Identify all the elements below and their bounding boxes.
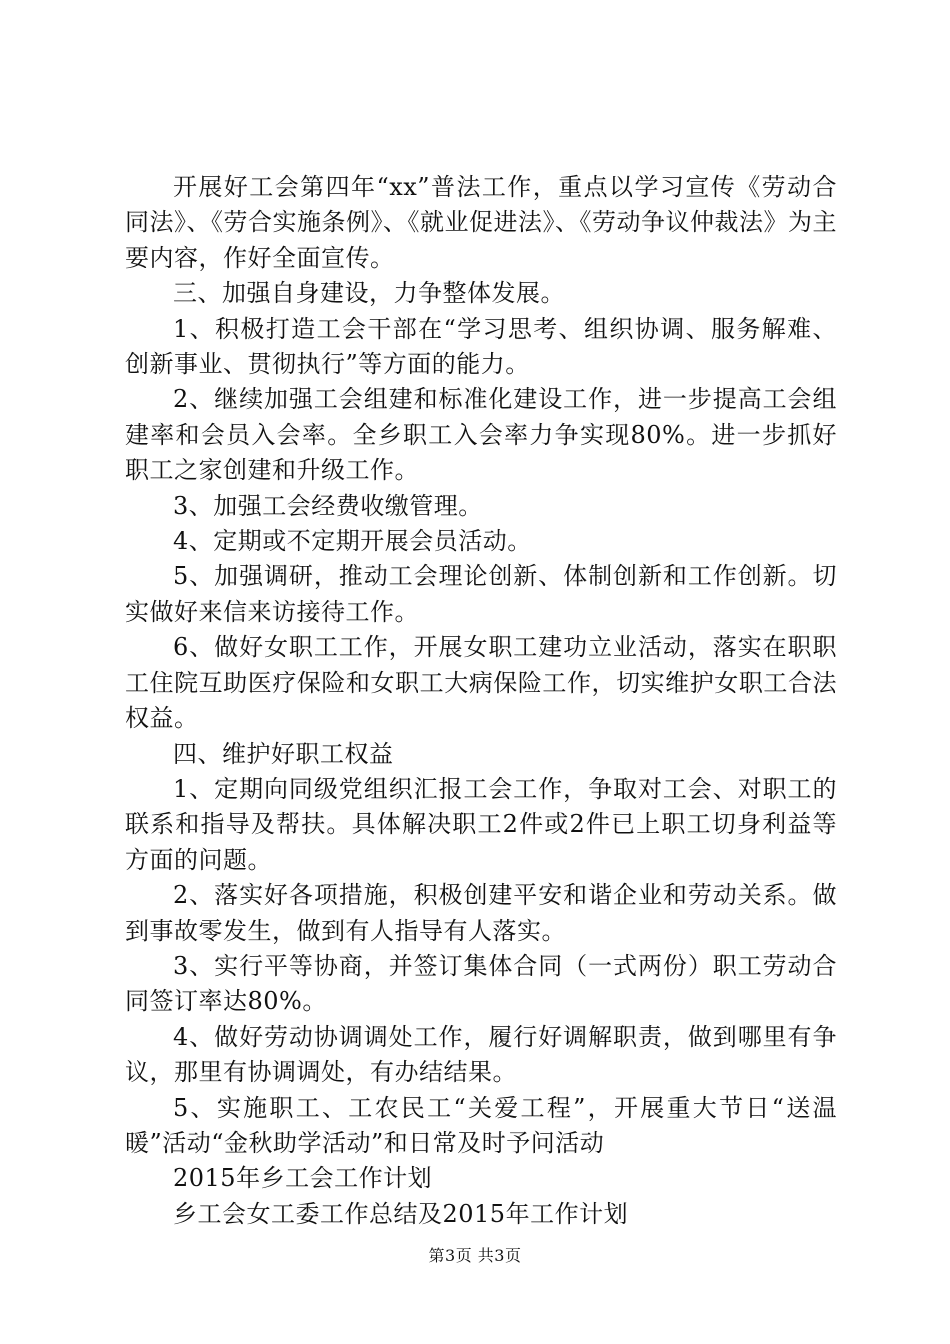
- paragraph: 2、继续加强工会组建和标准化建设工作，进一步提高工会组建率和会员入会率。全乡职工入会率力争实现80%。进一步抓好职工之家创建和升级工作。: [125, 385, 837, 485]
- paragraph: 1、定期向同级党组织汇报工会工作，争取对工会、对职工的联系和指导及帮扶。具体解决职工2件或2件已上职工切身利益等方面的问题。: [125, 774, 837, 874]
- document-body: [125, 170, 837, 1232]
- related-title: 2015年乡工会工作计划: [173, 1164, 433, 1193]
- paragraph: 5、加强调研，推动工会理论创新、体制创新和工作创新。切实做好来信来访接待工作。: [125, 562, 837, 626]
- paragraph: 2、落实好各项措施，积极创建平安和谐企业和劳动关系。做到事故零发生，做到有人指导有人落实。: [125, 881, 837, 945]
- paragraph: 1、积极打造工会干部在“学习思考、组织协调、服务解难、创新事业、贯彻执行”等方面的能力。: [125, 314, 837, 379]
- page-number-footer: 第3页 共3页: [428, 1246, 522, 1265]
- section-heading: 四、维护好职工权益: [173, 739, 394, 768]
- paragraph: 6、做好女职工工作，开展女职工建功立业活动，落实在职职工住院互助医疗保险和女职工大病保险工作，切实维护女职工合法权益。: [125, 633, 837, 733]
- paragraph: 3、加强工会经费收缴管理。: [173, 491, 483, 520]
- section-heading: 三、加强自身建设，力争整体发展。: [173, 279, 565, 308]
- related-title: 乡工会女工委工作总结及2015年工作计划: [173, 1199, 629, 1228]
- paragraph: 4、做好劳动协调调处工作，履行好调解职责，做到哪里有争议，那里有协调调处，有办结结果。: [125, 1022, 837, 1087]
- paragraph: 开展好工会第四年“xx”普法工作，重点以学习宣传《劳动合同法》、《劳合实施条例》、《就业促进法》、《劳动争议仲裁法》为主要内容，作好全面宣传。: [125, 173, 837, 272]
- paragraph: 5、实施职工、工农民工“关爱工程”，开展重大节日“送温暖”活动“金秋助学活动”和日常及时予问活动: [125, 1093, 837, 1157]
- paragraph: 3、实行平等协商，并签订集体合同（一式两份）职工劳动合同签订率达80%。: [125, 951, 837, 1016]
- paragraph: 4、定期或不定期开展会员活动。: [173, 527, 532, 556]
